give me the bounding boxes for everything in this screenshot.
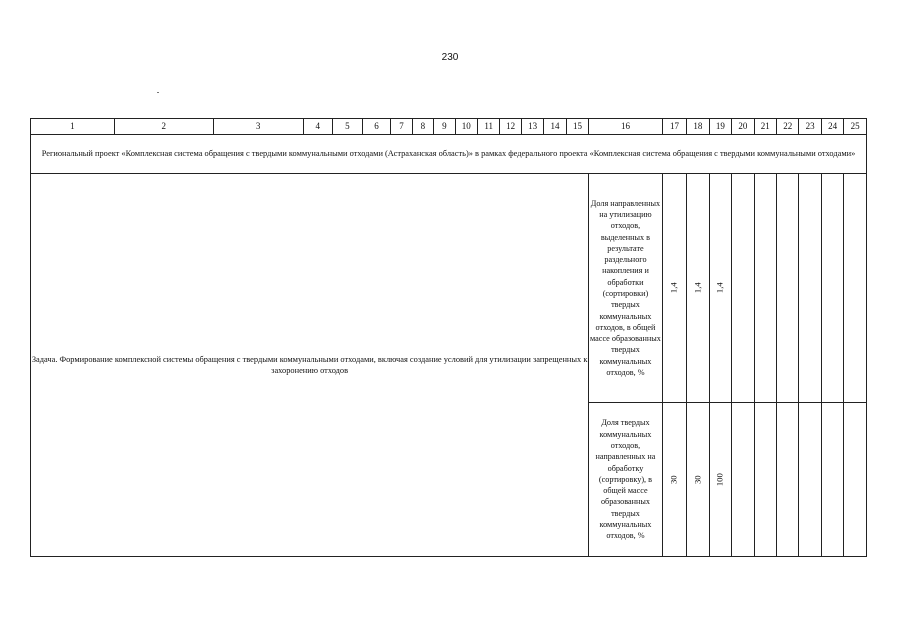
- col-header-5: 5: [333, 119, 363, 135]
- empty-cell: [799, 403, 821, 557]
- empty-cell: [821, 174, 843, 403]
- indicator-2-text: Доля твердых коммунальных отходов, направленных на обработку (сортировку), в общей массе образованных твердых коммунальных отходов, %: [589, 403, 662, 557]
- scan-speck: [157, 92, 159, 93]
- empty-cell: [799, 174, 821, 403]
- indicator-2-col19: [709, 403, 731, 557]
- col-header-8: 8: [412, 119, 433, 135]
- empty-cell: [844, 174, 867, 403]
- col-header-25: 25: [844, 119, 867, 135]
- empty-cell: [777, 403, 799, 557]
- indicator-1-text: Доля направленных на утилизацию отходов, выделенных в результате раздельного накопления и обработки (сортировки) твердых коммунальных отходов, в общей массе образованных твердых коммунальных отходов, %: [589, 174, 662, 403]
- indicator-1-value-19: 1,4: [714, 282, 725, 294]
- empty-cell: [777, 174, 799, 403]
- col-header-1: 1: [31, 119, 115, 135]
- indicator-1-value-17: 1,4: [668, 282, 679, 294]
- empty-cell: [732, 403, 754, 557]
- col-header-6: 6: [362, 119, 391, 135]
- indicator-2-col17: [662, 403, 686, 557]
- col-header-23: 23: [799, 119, 821, 135]
- empty-cell: [732, 174, 754, 403]
- col-header-3: 3: [213, 119, 303, 135]
- indicator-1-col17: [662, 174, 686, 403]
- col-header-22: 22: [777, 119, 799, 135]
- col-header-20: 20: [732, 119, 754, 135]
- empty-cell: [844, 403, 867, 557]
- indicator-2-value-18: 30: [692, 475, 703, 484]
- empty-cell: [754, 174, 776, 403]
- project-row: [31, 135, 867, 174]
- col-header-21: 21: [754, 119, 776, 135]
- empty-cell: [821, 403, 843, 557]
- col-header-13: 13: [521, 119, 543, 135]
- indicator-1-col19: [709, 174, 731, 403]
- page-number: 230: [441, 52, 459, 63]
- empty-cell: [754, 403, 776, 557]
- indicator-2-col18: [687, 403, 709, 557]
- col-header-19: 19: [709, 119, 731, 135]
- col-header-7: 7: [391, 119, 412, 135]
- indicator-2-value-19: 100: [714, 473, 725, 486]
- col-header-10: 10: [455, 119, 477, 135]
- col-header-18: 18: [687, 119, 709, 135]
- col-header-2: 2: [114, 119, 213, 135]
- indicator-1-col18: [687, 174, 709, 403]
- indicator-row-1: [31, 174, 867, 403]
- col-header-15: 15: [566, 119, 588, 135]
- project-title: Региональный проект «Комплексная система обращения с твердыми коммунальными отходами (Астраханская область)» в рамках федерального проекта «Комплексная система обращения с твердыми коммунальными отходами»: [31, 135, 867, 174]
- col-header-11: 11: [477, 119, 499, 135]
- col-header-4: 4: [303, 119, 333, 135]
- document-table: [30, 118, 867, 557]
- col-header-16: 16: [589, 119, 662, 135]
- indicator-2-value-17: 30: [668, 475, 679, 484]
- task-description: Задача. Формирование комплексной системы обращения с твердыми коммунальными отходами, включая создание условий для утилизации запрещенных к захоронению отходов: [31, 174, 589, 557]
- indicator-1-value-18: 1,4: [692, 282, 703, 294]
- col-header-24: 24: [821, 119, 843, 135]
- col-header-9: 9: [434, 119, 455, 135]
- col-header-14: 14: [544, 119, 566, 135]
- header-row: [31, 119, 867, 135]
- col-header-12: 12: [500, 119, 521, 135]
- col-header-17: 17: [662, 119, 686, 135]
